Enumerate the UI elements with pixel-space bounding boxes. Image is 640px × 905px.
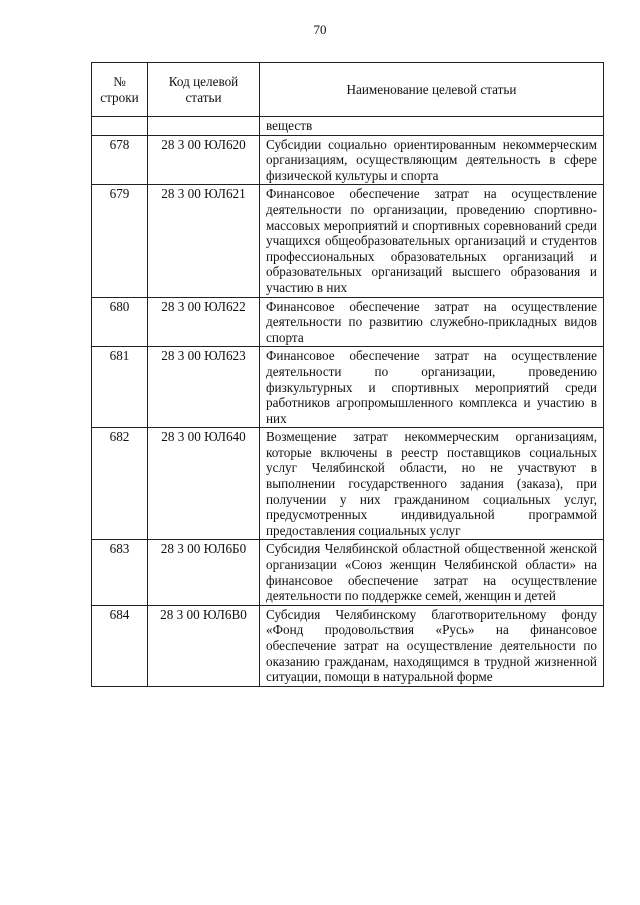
row-number-cell: 682 bbox=[92, 428, 148, 540]
row-number-cell bbox=[92, 117, 148, 136]
table-row bbox=[92, 135, 604, 185]
target-name-cell: веществ bbox=[260, 117, 604, 136]
table-header-row bbox=[92, 63, 604, 117]
target-code-cell: 28 3 00 ЮЛ640 bbox=[148, 428, 260, 540]
table-row bbox=[92, 185, 604, 297]
row-number-cell: 684 bbox=[92, 605, 148, 686]
target-code-cell: 28 3 00 ЮЛ622 bbox=[148, 297, 260, 347]
header-target-name bbox=[260, 63, 604, 117]
row-number-cell: 681 bbox=[92, 347, 148, 428]
target-name-cell: Финансовое обеспечение затрат на осуществление деятельности по организации, проведению физкультурных и спортивных мероприятий среди работников агропромышленного комплекса и участию в них bbox=[260, 347, 604, 428]
target-name-cell: Финансовое обеспечение затрат на осуществление деятельности по развитию служебно-прикладных видов спорта bbox=[260, 297, 604, 347]
target-name-cell: Субсидия Челябинскому благотворительному фонду «Фонд продовольствия «Русь» на финансовое обеспечение затрат на осуществление деятельности по оказанию гражданам, находящимся в трудной жизненной ситуации, помощи в натуральной форме bbox=[260, 605, 604, 686]
header-target-code bbox=[148, 63, 260, 117]
target-articles-table bbox=[91, 62, 604, 687]
header-row-number bbox=[92, 63, 148, 117]
target-name-cell: Субсидия Челябинской областной общественной женской организации «Союз женщин Челябинской области» на финансовое обеспечение затрат на осуществление деятельности по поддержке семей, женщин и детей bbox=[260, 540, 604, 605]
row-number-cell: 679 bbox=[92, 185, 148, 297]
row-number-cell: 680 bbox=[92, 297, 148, 347]
target-code-cell: 28 3 00 ЮЛ621 bbox=[148, 185, 260, 297]
target-code-cell bbox=[148, 117, 260, 136]
header-row-number-label: № строки bbox=[100, 73, 139, 105]
target-name-cell: Субсидии социально ориентированным некоммерческим организациям, осуществляющим деятельность в сфере физической культуры и спорта bbox=[260, 135, 604, 185]
header-target-code-label: Код целевой статьи bbox=[168, 73, 239, 105]
header-target-name-label: Наименование целевой статьи bbox=[346, 81, 517, 97]
table-row bbox=[92, 297, 604, 347]
target-code-cell: 28 3 00 ЮЛ6Б0 bbox=[148, 540, 260, 605]
table-row bbox=[92, 605, 604, 686]
row-number-cell: 683 bbox=[92, 540, 148, 605]
table-row bbox=[92, 347, 604, 428]
target-name-cell: Финансовое обеспечение затрат на осуществление деятельности по организации, проведению спортивно-массовых мероприятий и спортивных соревнований среди учащихся общеобразовательных организаций и студентов профессиональных образовательных организаций и образовательных организаций высшего образования и участию в них bbox=[260, 185, 604, 297]
continuation-row bbox=[92, 117, 604, 136]
target-name-cell: Возмещение затрат некоммерческим организациям, которые включены в реестр поставщиков социальных услуг Челябинской области, но не участвуют в выполнении государственного задания (заказа), при получении у них гражданином социальных услуг, предусмотренных индивидуальной программой предоставления социальных услуг bbox=[260, 428, 604, 540]
target-code-cell: 28 3 00 ЮЛ620 bbox=[148, 135, 260, 185]
page-number: 70 bbox=[313, 22, 327, 37]
table-row bbox=[92, 540, 604, 605]
row-number-cell: 678 bbox=[92, 135, 148, 185]
target-code-cell: 28 3 00 ЮЛ6В0 bbox=[148, 605, 260, 686]
table-row bbox=[92, 428, 604, 540]
target-code-cell: 28 3 00 ЮЛ623 bbox=[148, 347, 260, 428]
